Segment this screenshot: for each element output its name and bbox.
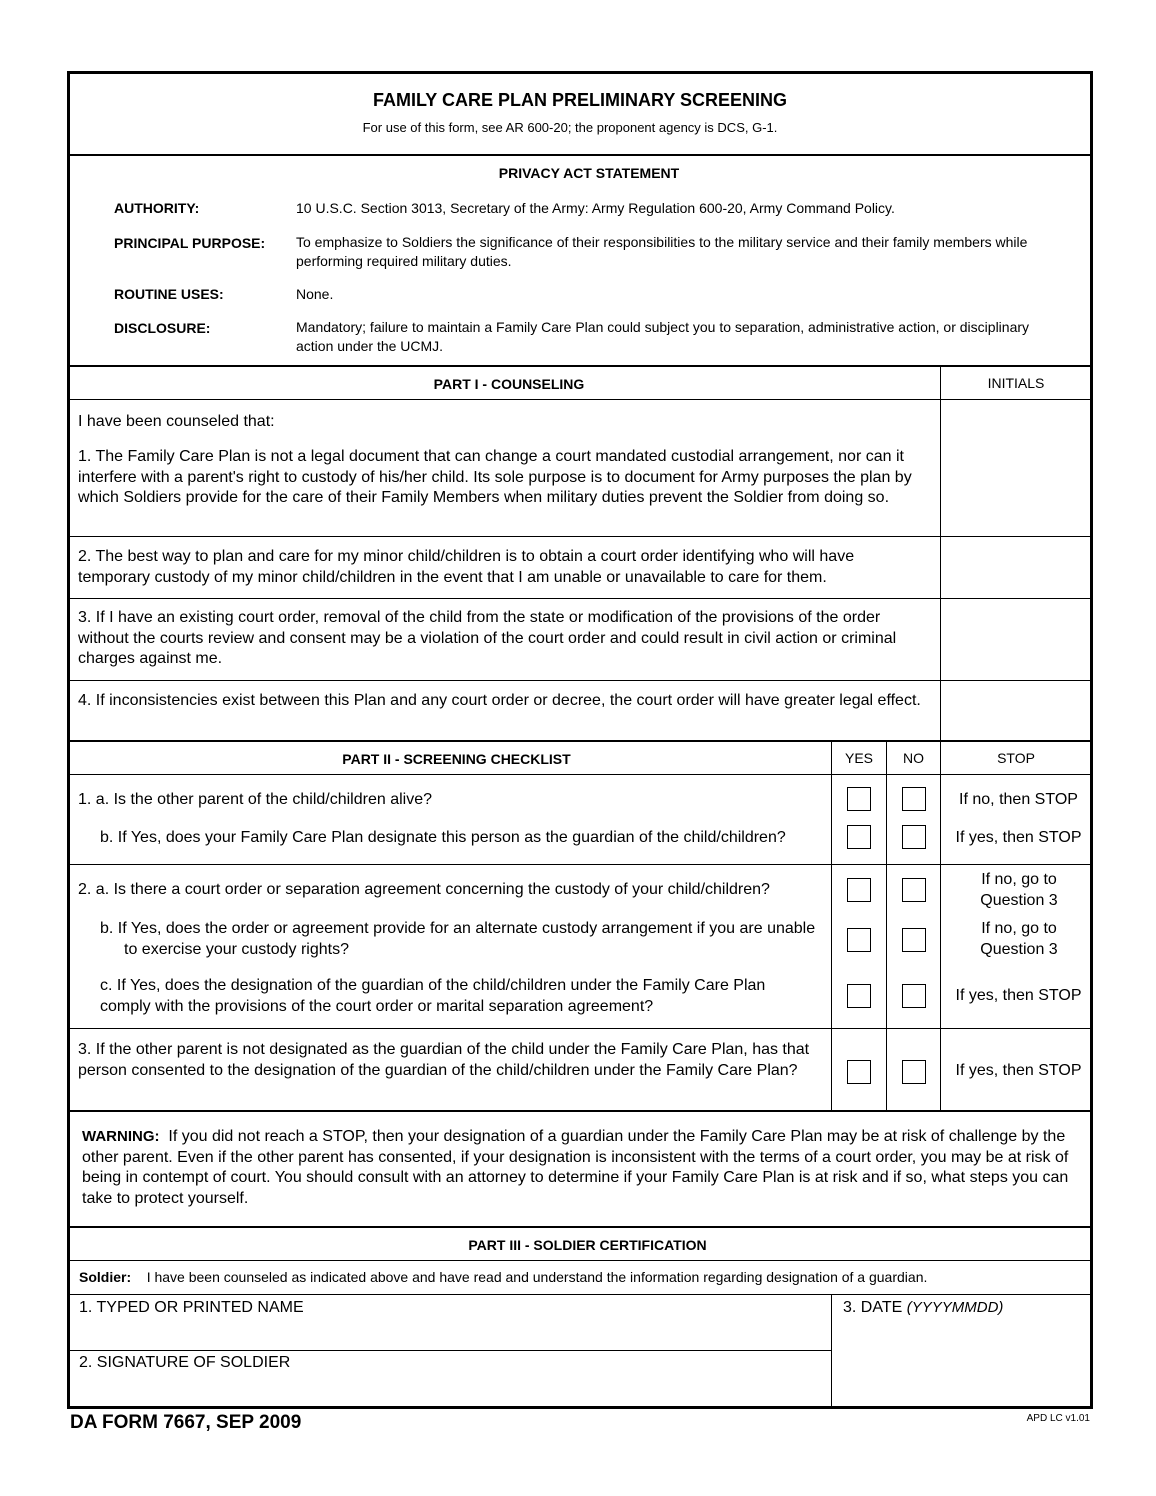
divider [69, 154, 1091, 156]
q1b-stop-instruction: If yes, then STOP [955, 829, 1082, 846]
form-version: APD LC v1.01 [1026, 1413, 1090, 1424]
q2b-no-checkbox[interactable] [902, 928, 926, 952]
routine-label: ROUTINE USES: [114, 286, 224, 302]
q3-no-checkbox[interactable] [902, 1060, 926, 1084]
q1b-no-checkbox[interactable] [902, 825, 926, 849]
part2-heading: PART II - SCREENING CHECKLIST [342, 751, 571, 767]
divider [69, 680, 1091, 681]
divider [69, 1028, 1091, 1029]
question-1a: 1. a. Is the other parent of the child/children alive? [78, 791, 432, 808]
initials-field-4[interactable] [941, 681, 1091, 740]
counseling-item-3: 3. If I have an existing court order, removal of the child from the state or modification of the provisions of the order without the courts review and consent may be a violation of the court order and could result in civil action or criminal charges against me. [78, 609, 897, 667]
part3-heading: PART III - SOLDIER CERTIFICATION [468, 1237, 707, 1253]
divider [69, 774, 1091, 775]
yes-heading: YES [844, 750, 873, 766]
divider [69, 598, 1091, 599]
signature-field[interactable] [82, 1375, 822, 1405]
stop-heading: STOP [997, 750, 1035, 766]
counseling-intro: I have been counseled that: [78, 413, 275, 430]
no-heading: NO [903, 750, 924, 766]
initials-heading: INITIALS [987, 375, 1045, 391]
date-field[interactable] [845, 1325, 1085, 1403]
q2a-yes-checkbox[interactable] [847, 878, 871, 902]
counseling-item-1: 1. The Family Care Plan is not a legal document that can change a court mandated custodial arrangement, nor can it interfere with a parent's right to custody of his/her child. Its sole purpose is to document for Army purposes the plan by which Soldiers provide for the care of their Family Members when military duties prevent the Soldier from doing so. [78, 448, 912, 506]
form-subtitle: For use of this form, see AR 600-20; the proponent agency is DCS, G-1. [362, 120, 778, 135]
q2c-yes-checkbox[interactable] [847, 984, 871, 1008]
date-column-divider [831, 1295, 832, 1407]
counseling-item-2: 2. The best way to plan and care for my minor child/children is to obtain a court order identifying who will have temporary custody of my minor child/children in the event that I am unable or unavailable to care for them. [78, 548, 855, 586]
soldier-label: Soldier: [79, 1269, 132, 1285]
purpose-label: PRINCIPAL PURPOSE: [114, 235, 266, 251]
warning-label: WARNING: [82, 1128, 160, 1145]
q1a-yes-checkbox[interactable] [847, 787, 871, 811]
divider [69, 1294, 1091, 1295]
q2c-no-checkbox[interactable] [902, 984, 926, 1008]
name-label: 1. TYPED OR PRINTED NAME [79, 1299, 304, 1316]
divider [69, 1110, 1091, 1112]
divider [69, 365, 1091, 367]
divider [69, 864, 1091, 865]
date-format-hint: (YYYYMMDD) [906, 1299, 1004, 1316]
divider [69, 399, 1091, 400]
question-3: 3. If the other parent is not designated as the guardian of the child under the Family Care Plan, has that person consented to the designation of the guardian of the child/children under the Family Care Plan? [78, 1041, 810, 1079]
question-1b: b. If Yes, does your Family Care Plan designate this person as the guardian of the child/children? [100, 829, 786, 846]
form-title: FAMILY CARE PLAN PRELIMINARY SCREENING [372, 90, 788, 110]
q1a-stop-instruction: If no, then STOP [959, 791, 1078, 808]
disclosure-label: DISCLOSURE: [114, 320, 211, 336]
privacy-heading: PRIVACY ACT STATEMENT [498, 165, 680, 181]
yes-column-divider [831, 741, 832, 1111]
q2a-no-checkbox[interactable] [902, 878, 926, 902]
question-2c: c. If Yes, does the designation of the guardian of the child/children under the Family Care Plan comply with the provisions of the court order or marital separation agreement? [100, 977, 766, 1015]
part1-heading: PART I - COUNSELING [433, 376, 585, 392]
initials-field-2[interactable] [941, 537, 1091, 598]
date-label: 3. DATE [843, 1299, 903, 1316]
divider [69, 740, 1091, 742]
q3-yes-checkbox[interactable] [847, 1060, 871, 1084]
question-2b: b. If Yes, does the order or agreement provide for an alternate custody arrangement if you are unable to exercise your custody rights? [100, 920, 816, 958]
authority-label: AUTHORITY: [114, 200, 200, 216]
q1b-yes-checkbox[interactable] [847, 825, 871, 849]
q2b-stop-instruction: If no, go to Question 3 [980, 920, 1058, 958]
warning-text: If you did not reach a STOP, then your designation of a guardian under the Family Care Plan may be at risk of challenge by the other parent. Even if the other parent has consented, if your designation is inconsistent with the terms of a court order, you may be at risk of being in contempt of court. You should consult with an attorney to determine if your Family Care Plan is at risk and if so, what steps you can take to protect yourself. [82, 1128, 1069, 1207]
divider [69, 1226, 1091, 1228]
routine-text: None. [296, 286, 334, 302]
q3-stop-instruction: If yes, then STOP [955, 1062, 1082, 1079]
question-2a: 2. a. Is there a court order or separation agreement concerning the custody of your child/children? [78, 881, 770, 898]
purpose-text: To emphasize to Soldiers the significance of their responsibilities to the military service and their family members while performing required military duties. [296, 234, 1028, 269]
no-column-divider [886, 741, 887, 1111]
signature-label: 2. SIGNATURE OF SOLDIER [79, 1354, 291, 1371]
divider [69, 536, 1091, 537]
name-field[interactable] [82, 1320, 822, 1346]
q2a-stop-instruction: If no, go to Question 3 [980, 871, 1058, 909]
authority-text: 10 U.S.C. Section 3013, Secretary of the Army: Army Regulation 600-20, Army Command Policy. [296, 200, 895, 216]
q2b-yes-checkbox[interactable] [847, 928, 871, 952]
divider [69, 1350, 831, 1351]
initials-field-3[interactable] [941, 599, 1091, 680]
soldier-statement: I have been counseled as indicated above and have read and understand the information regarding designation of a guardian. [146, 1269, 928, 1285]
q1a-no-checkbox[interactable] [902, 787, 926, 811]
q2c-stop-instruction: If yes, then STOP [955, 987, 1082, 1004]
warning-block [82, 1127, 1084, 1209]
counseling-item-4: 4. If inconsistencies exist between this Plan and any court order or decree, the court order will have greater legal effect. [78, 692, 921, 709]
form-number: DA FORM 7667, SEP 2009 [70, 1412, 302, 1433]
divider [69, 1260, 1091, 1261]
disclosure-text: Mandatory; failure to maintain a Family Care Plan could subject you to separation, administrative action, or disciplinary action under the UCMJ. [296, 319, 1030, 354]
initials-field-1[interactable] [941, 400, 1091, 536]
